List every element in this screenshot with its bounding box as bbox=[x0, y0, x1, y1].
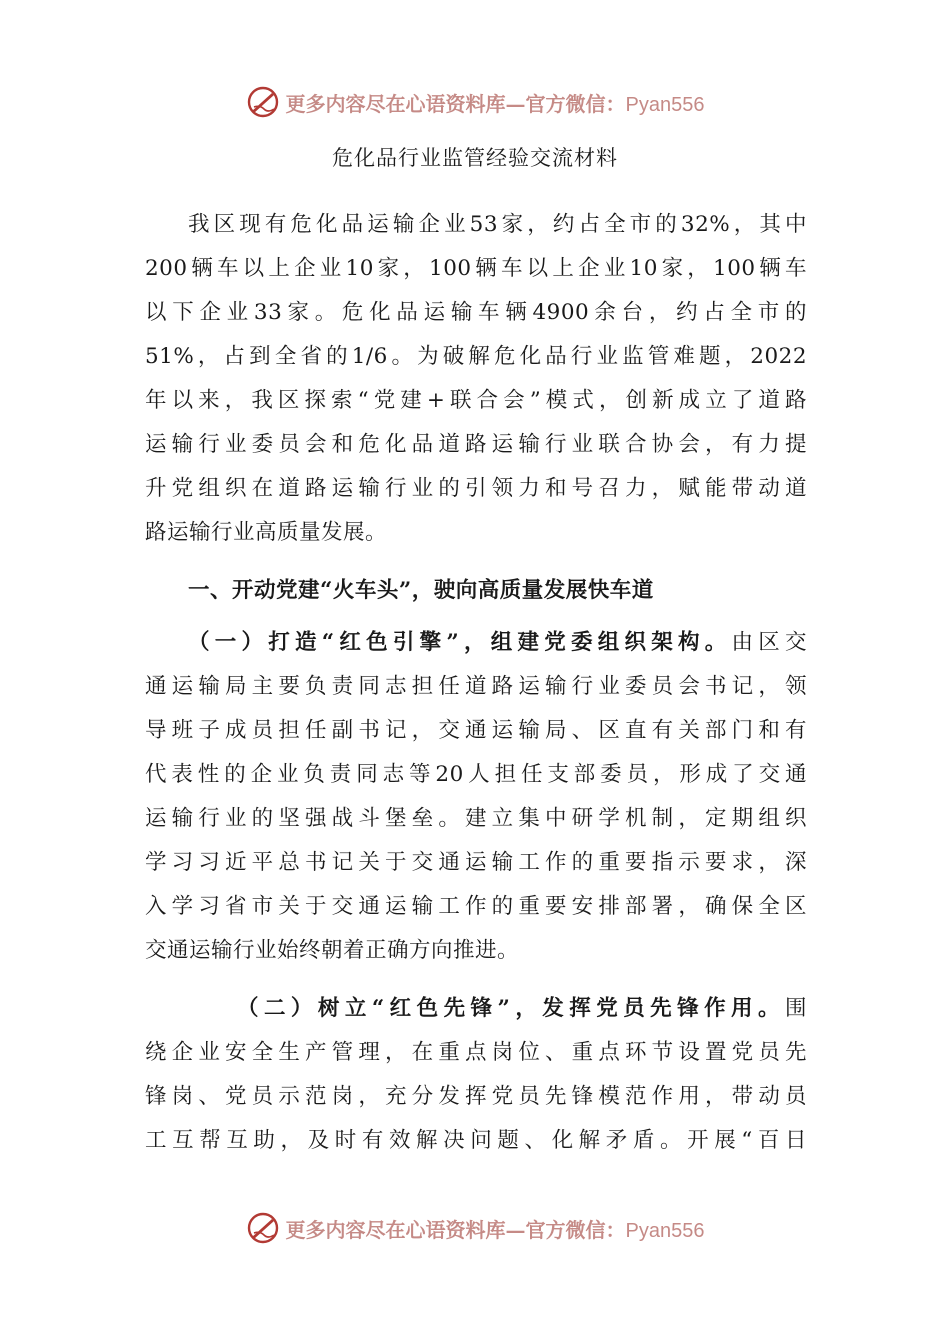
subsection-1-first-tail: 由区交 bbox=[731, 630, 807, 655]
paragraph-line: 绕企业安全生产管理，在重点岗位、重点环节设置党员先 bbox=[145, 1040, 807, 1065]
intro-line: 51%，占到全省的1/6。为破解危化品行业监管难题，2022 bbox=[145, 344, 807, 369]
paragraph-line: 工互帮互助，及时有效解决问题、化解矛盾。开展“百日 bbox=[145, 1128, 807, 1153]
subsection-1-first-line bbox=[145, 621, 807, 665]
intro-line: 200辆车以上企业10家，100辆车以上企业10家，100辆车 bbox=[145, 256, 807, 281]
subsection-2-heading: （二）树立“红色先锋”，发挥党员先锋作用。 bbox=[237, 996, 785, 1021]
paragraph-line: 代表性的企业负责同志等20人担任支部委员，形成了交通 bbox=[145, 762, 807, 787]
intro-line: 以下企业33家。危化品运输车辆4900余台，约占全市的 bbox=[145, 300, 807, 325]
intro-line: 路运输行业高质量发展。 bbox=[145, 520, 388, 545]
document-title: 危化品行业监管经验交流材料 bbox=[332, 146, 618, 170]
paragraph-line: 运输行业的坚强战斗堡垒。建立集中研学机制，定期组织 bbox=[145, 806, 807, 831]
subsection-2-first-tail: 围 bbox=[784, 996, 807, 1021]
paragraph-line: 通运输局主要负责同志担任道路运输行业委员会书记，领 bbox=[145, 674, 807, 699]
watermark-text: 更多内容尽在心语资料库—官方微信：Pyan556 bbox=[285, 91, 705, 116]
pen-circle-logo-icon bbox=[246, 85, 280, 119]
intro-line: 运输行业委员会和危化品道路运输行业联合协会，有力提 bbox=[145, 432, 807, 457]
document-body bbox=[145, 203, 807, 1163]
section-heading-1: 一、开动党建“火车头”，驶向高质量发展快车道 bbox=[188, 578, 654, 603]
intro-line: 年以来，我区探索“党建+联合会”模式，创新成立了道路 bbox=[145, 388, 807, 413]
paragraph-line: 交通运输行业始终朝着正确方向推进。 bbox=[145, 938, 520, 963]
subsection-2-first-line bbox=[145, 987, 807, 1031]
paragraph-line: 入学习省市关于交通运输工作的重要安排部署，确保全区 bbox=[145, 894, 807, 919]
pen-circle-logo-icon bbox=[246, 1211, 280, 1245]
watermark-banner-top bbox=[0, 82, 950, 122]
paragraph-line: 锋岗、党员示范岗，充分发挥党员先锋模范作用，带动员 bbox=[145, 1084, 807, 1109]
paragraph-line: 学习习近平总书记关于交通运输工作的重要指示要求，深 bbox=[145, 850, 807, 875]
subsection-1-heading: （一）打造“红色引擎”，组建党委组织架构。 bbox=[188, 630, 732, 655]
watermark-banner-bottom bbox=[0, 1208, 950, 1248]
watermark-text: 更多内容尽在心语资料库—官方微信：Pyan556 bbox=[285, 1217, 705, 1242]
intro-line: 我区现有危化品运输企业53家，约占全市的32%，其中 bbox=[188, 212, 807, 237]
paragraph-line: 导班子成员担任副书记，交通运输局、区直有关部门和有 bbox=[145, 718, 807, 743]
intro-line: 升党组织在道路运输行业的引领力和号召力，赋能带动道 bbox=[145, 476, 807, 501]
